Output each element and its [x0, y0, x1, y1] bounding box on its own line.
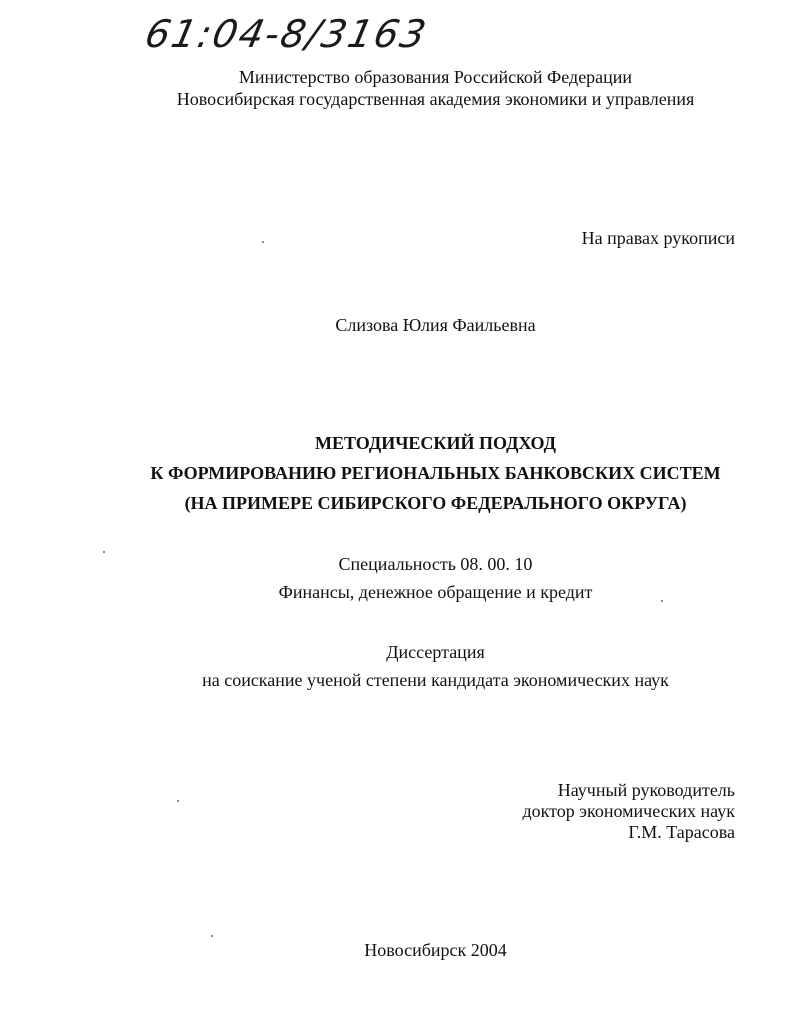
scan-speck	[177, 800, 179, 802]
title-line-1: МЕТОДИЧЕСКИЙ ПОДХОД	[314, 433, 557, 453]
scan-speck	[661, 600, 663, 602]
dissertation-type: Диссертация	[386, 642, 485, 662]
supervisor-degree: доктор экономических наук	[522, 801, 735, 821]
rights-note: На правах рукописи	[581, 228, 735, 248]
ministry-name: Министерство образования Российской Федерации	[238, 67, 633, 87]
scan-speck	[262, 241, 264, 243]
scan-speck	[211, 935, 213, 937]
handwritten-archive-code: 61:04-8/3163	[141, 12, 432, 56]
scan-speck	[103, 551, 105, 553]
dissertation-purpose: на соискание ученой степени кандидата экономических наук	[202, 670, 669, 690]
specialty-code: Специальность 08. 00. 10	[338, 554, 533, 574]
title-line-2: К ФОРМИРОВАНИЮ РЕГИОНАЛЬНЫХ БАНКОВСКИХ СИСТЕМ	[150, 463, 721, 483]
supervisor-name: Г.М. Тарасова	[628, 822, 735, 842]
author-name: Слизова Юлия Фаильевна	[335, 315, 536, 335]
title-line-3: (НА ПРИМЕРЕ СИБИРСКОГО ФЕДЕРАЛЬНОГО ОКРУГА)	[184, 493, 687, 513]
city-year: Новосибирск 2004	[364, 940, 507, 960]
supervisor-role: Научный руководитель	[557, 780, 735, 800]
specialty-name: Финансы, денежное обращение и кредит	[278, 582, 593, 602]
academy-name: Новосибирская государственная академия экономики и управления	[176, 89, 695, 109]
